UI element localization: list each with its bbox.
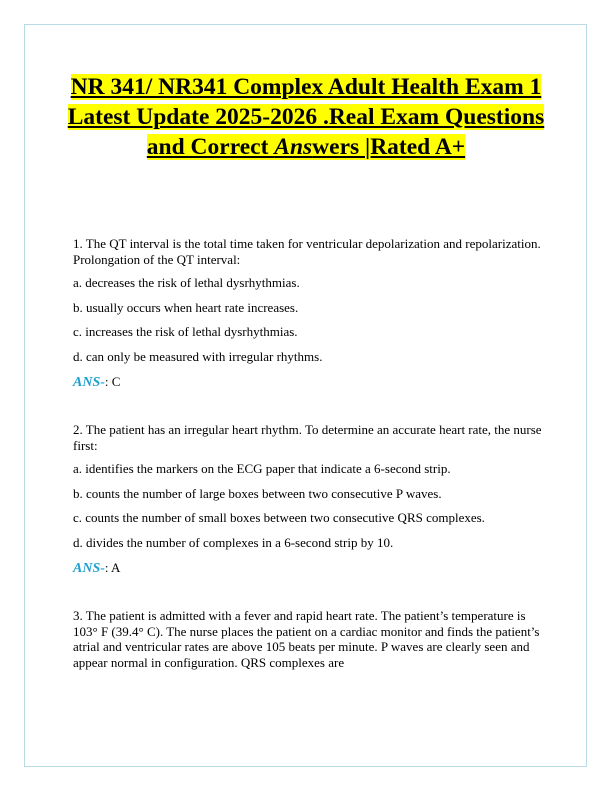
answer-label: ANS- (73, 561, 105, 576)
question-2 (73, 422, 543, 577)
answer-option-d: d. divides the number of complexes in a 6-second strip by 10. (73, 534, 394, 550)
title-part-2: wers |Rated A+ (312, 134, 466, 160)
answer-option-b: b. usually occurs when heart rate increases. (73, 299, 299, 315)
answer-option-a: a. identifies the markers on the ECG paper that indicate a 6-second strip. (73, 461, 451, 476)
answer-option-c: c. counts the number of small boxes between two consecutive QRS complexes. (73, 510, 485, 525)
document-body (73, 236, 543, 678)
answer-option-b: b. counts the number of large boxes between two consecutive P waves. (73, 485, 442, 501)
answer-line (73, 373, 543, 391)
answer-line (73, 559, 543, 577)
spacer (73, 577, 543, 608)
question-1 (73, 236, 543, 391)
question-text: 3. The patient is admitted with a fever and rapid heart rate. The patient’s temperature is 103° F (39.4° C). The nurse places the patient on a cardiac monitor and finds the patient’s atrial and ventricular rates are above 105 beats per minute. P waves are clearly seen and appear normal in configuration. QRS complexes are (73, 608, 540, 670)
question-text: 2. The patient has an irregular heart rhythm. To determine an accurate heart rate, the nurse first: (73, 422, 542, 453)
title-part-1: NR 341/ NR341 Complex Adult Health Exam 1 Latest Update 2025-2026 .Real Exam Questions and Correct (67, 74, 545, 160)
answer-option-d: d. can only be measured with irregular rhythms. (73, 348, 323, 364)
answer-option-a: a. decreases the risk of lethal dysrhythmias. (73, 275, 300, 290)
answer-value: : C (104, 374, 121, 389)
answer-value: : A (104, 560, 121, 575)
spacer (73, 391, 543, 422)
question-text: 1. The QT interval is the total time taken for ventricular depolarization and repolarization. Prolongation of the QT interval: (73, 236, 541, 267)
document-title (60, 72, 552, 162)
title-highlight (68, 74, 545, 160)
answer-option-c: c. increases the risk of lethal dysrhythmias. (73, 324, 298, 339)
question-3 (73, 608, 543, 670)
answer-label: ANS- (73, 375, 105, 390)
title-italic-part: Ans (274, 134, 313, 160)
